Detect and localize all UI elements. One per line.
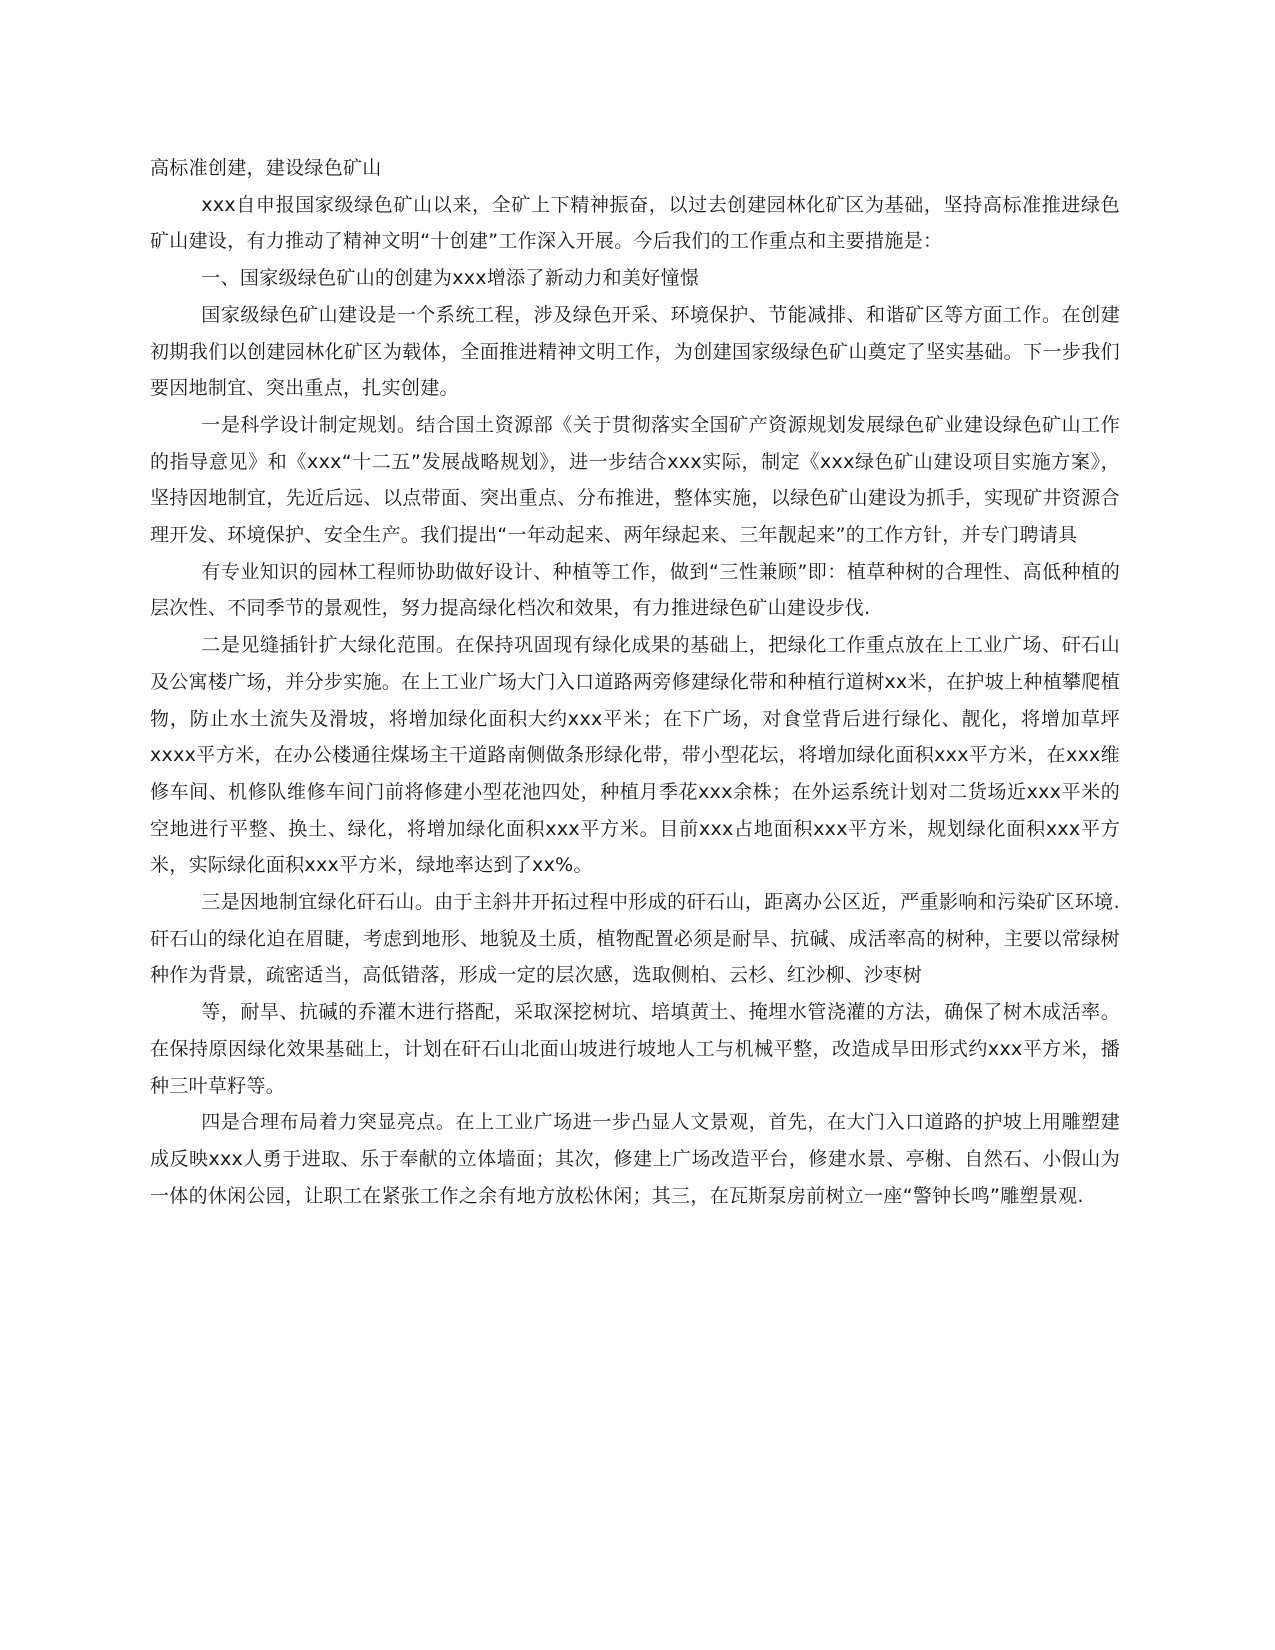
paragraph-highlights: 四是合理布局着力突显亮点。在上工业广场进一步凸显人文景观，首先，在大门入口道路的护坡上用雕塑建成反映xxx人勇于进取、乐于奉献的立体墙面；其次，修建上广场改造平台，修建水景、亭榭、自然石、小假山为一体的休闲公园，让职工在紧张工作之余有地方放松休闲；其三，在瓦斯泵房前树立一座“警钟长鸣”雕塑景观. <box>150 1111 1120 1207</box>
paragraph-intro: xxx自申报国家级绿色矿山以来，全矿上下精神振奋，以过去创建园林化矿区为基础，坚持高标准推进绿色矿山建设，有力推动了精神文明“十创建”工作深入开展。今后我们的工作重点和主要措施是： <box>150 193 1120 253</box>
document-page <box>150 150 1120 1214</box>
paragraph-greening-scope: 二是见缝插针扩大绿化范围。在保持巩固现有绿化成果的基础上，把绿化工作重点放在上工业广场、矸石山及公寓楼广场，并分步实施。在上工业广场大门入口道路两旁修建绿化带和种植行道树xx米，在护坡上种植攀爬植物，防止水土流失及滑坡，将增加绿化面积大约xxx平米；在下广场，对食堂背后进行绿化、靓化，将增加草坪xxxx平方米，在办公楼通往煤场主干道路南侧做条形绿化带，带小型花坛，将增加绿化面积xxx平方米，在xxx维修车间、机修队维修车间门前将修建小型花池四处，种植月季花xxx余株；在外运系统计划对二货场近xxx平米的空地进行平整、换土、绿化，将增加绿化面积xxx平方米。目前xxx占地面积xxx平方米，规划绿化面积xxx平方米，实际绿化面积xxx平方米，绿地率达到了xx%。 <box>150 634 1120 877</box>
paragraph-planning: 一是科学设计制定规划。结合国土资源部《关于贯彻落实全国矿产资源规划发展绿色矿业建设绿色矿山工作的指导意见》和《xxx“十二五”发展战略规划》，进一步结合xxx实际，制定《xxx绿色矿山建设项目实施方案》，坚持因地制宜，先近后远、以点带面、突出重点、分布推进，整体实施，以绿色矿山建设为抓手，实现矿井资源合理开发、环境保护、安全生产。我们提出“一年动起来、两年绿起来、三年靓起来”的工作方针，并专门聘请具 <box>150 413 1120 547</box>
paragraph-shrubs: 等，耐旱、抗碱的乔灌木进行搭配，采取深挖树坑、培填黄土、掩埋水管浇灌的方法，确保了树木成活率。在保持原因绿化效果基础上，计划在矸石山北面山坡进行坡地人工与机械平整，改造成旱田形式约xxx平方米，播种三叶草籽等。 <box>150 1001 1120 1097</box>
paragraph-overview: 国家级绿色矿山建设是一个系统工程，涉及绿色开采、环境保护、节能减排、和谐矿区等方面工作。在创建初期我们以创建园林化矿区为载体，全面推进精神文明工作，为创建国家级绿色矿山奠定了坚实基础。下一步我们要因地制宜、突出重点，扎实创建。 <box>150 303 1120 400</box>
paragraph-engineers: 有专业知识的园林工程师协助做好设计、种植等工作，做到“三性兼顾”即：植草种树的合理性、高低种植的层次性、不同季节的景观性，努力提高绿化档次和效果，有力推进绿色矿山建设步伐. <box>150 560 1120 620</box>
section-heading-1: 一、国家级绿色矿山的创建为xxx增添了新动力和美好憧憬 <box>201 267 700 290</box>
document-title: 高标准创建，建设绿色矿山 <box>150 157 382 179</box>
paragraph-gangue-hill: 三是因地制宜绿化矸石山。由于主斜井开拓过程中形成的矸石山，距离办公区近，严重影响和污染矿区环境. 矸石山的绿化迫在眉睫，考虑到地形、地貌及土质，植物配置必须是耐旱、抗碱、成活率高的树种，主要以常绿树种作为背景，疏密适当，高低错落，形成一定的层次感，选取侧柏、云杉、红沙柳、沙枣树 <box>150 891 1120 987</box>
